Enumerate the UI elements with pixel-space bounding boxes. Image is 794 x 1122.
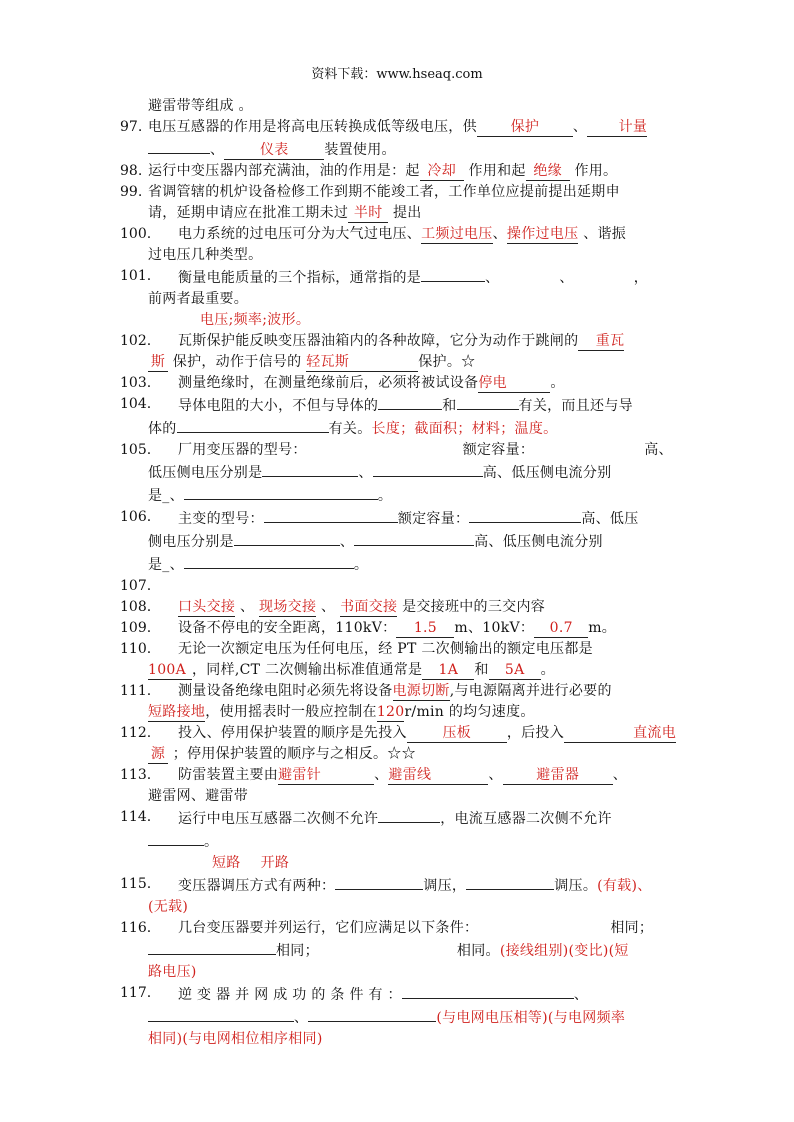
answer-blank: 5A [489,662,541,680]
question-106: 106. 主变的型号： 额定容量： 高、低压 [120,507,676,530]
question-number: 112. [120,725,152,741]
answer-text: (有载)、 [597,878,652,894]
question-list: 避雷带等组成 。 97. 电压互感器的作用是将高电压转换成低等级电压，供 保护 、 计量 、 仪表 装置使用。 98. 运行中变压器内部充满油，油的作用是：起 冷却 作用和起 绝缘 作用。 99. 省调管辖的机炉设备检修工作到期不能竣工者，工作单位应提前提出延期申 请，延期申请应在批准工期未过 半时 提出 100. 电力系统的过电压可分为大气过电压、工频过电压、操作过电压 、谐振 过电压几种类型。 101. 衡量电能质量的三个指标，通常指的是 、 、 ， 前两者最重要。 电压;频率;波形。 102. 瓦斯保护能反映变压器油箱内的各种故障，它分为动作于跳闸的 重瓦 斯 保护，动作于信号的 轻瓦斯 保护。☆ 103. 测量绝缘时，在测量绝缘前后，必须将被试设备停电 。 104. 导体电阻的大小，不但与导体的 和 有关，而且还与导 体的 有关。长度；截面积；材料；温度。 105. 厂用变压器的型号： 额定容量： 高、 低压侧电压分别是 、 高、低压侧电流分别 是_、 。 106. 主变的型号： 额定容量： 高、低压 侧电压分别是 、 高、低压侧电流分别 是_、 。 107. 108. 口头交接 、 现场交接 、 书面交接 是交接班中的三交内容 109. 设备不停电的安全距离，110kV： 1.5 m、10kV： 0.7 m。 110. 无论一次额定电压为任何电压，经 PT 二次侧输出的额定电压都是 100A ，同样,CT 二次侧输出标准值通常是 1A 和 5A 。 111. 测量设备绝缘电阻时必须先将设备电源切断,与电源隔离并进行必要的 短路接地，使用摇表时一般应控制在120r/min 的均匀速度。 112. 投入、停用保护装置的顺序是先投入 压板 ，后投入 直流电 源 ；停用保护装置的顺序与之相反。☆☆ 113. 防雷装置主要由避雷针 、避雷线 、 避雷器 、 避雷网、避雷带 114. 运行中电压互感器二次侧不允许 ，电流互感器二次侧不允许 。 短路 开路 115. 变压器调压方式有两种： 调压， 调压。(有载)、 (无载) 116. 几台变压器要并列运行，它们应满足以下条件： 相同； 相同； 相同。(接线组别)(变比)(短 路电压) 117. 逆 变 器 并 网 成 功 的 条 件 有 ： 、 、 (与电网电压相等)(与电网频率 相同)(与电网相位相序相同) [120,96,676,1050]
answer-blank: 停电 [478,375,550,393]
answer-blank: 1A [422,662,474,680]
blank-line [354,530,474,546]
page-header: 资料下载：www.hseaq.com [311,67,483,82]
blank-line [421,266,485,282]
answer-blank: 120 [376,704,405,720]
question-111: 111. 测量设备绝缘电阻时必须先将设备电源切断,与电源隔离并进行必要的 [120,681,676,702]
answer-blank: 口头交接 [178,599,236,615]
question-number: 99. [120,184,143,200]
question-113: 113. 防雷装置主要由避雷针 、避雷线 、 避雷器 、 [120,765,676,786]
blank-line [402,983,574,999]
answer-blank: 半时 [348,205,388,223]
question-100: 100. 电力系统的过电压可分为大气过电压、工频过电压、操作过电压 、谐振 [120,224,676,245]
question-number: 105. [120,442,152,458]
answer-blank: 轻瓦斯 [306,354,418,372]
question-112: 112. 投入、停用保护装置的顺序是先投入 压板 ，后投入 直流电 [120,723,676,744]
answer-blank: 计量 [587,119,647,137]
blank-line [335,874,423,890]
blank-line [184,553,354,569]
answer-text: 长度；截面积；材料；温度。 [371,421,558,437]
answer-text: (接线组别)(变比)(短 [499,943,629,959]
blank-line [148,1006,294,1022]
question-98: 98. 运行中变压器内部充满油，油的作用是：起 冷却 作用和起 绝缘 作用。 [120,161,676,182]
blank-line [234,530,340,546]
question-number: 97. [120,119,143,135]
question-number: 104. [120,396,152,412]
blank-line [308,1006,436,1022]
answer-blank: 避雷线 [388,767,488,785]
question-105: 105. 厂用变压器的型号： 额定容量： 高、 [120,440,676,461]
answer-text: 开路 [260,855,290,871]
question-103: 103. 测量绝缘时，在测量绝缘前后，必须将被试设备停电 。 [120,373,676,394]
blank-line [262,461,358,477]
answer-blank: 避雷针 [278,767,374,785]
answer-blank: 书面交接 [340,599,398,615]
answer-blank: 100A [148,662,192,680]
blank-line [148,830,204,846]
question-number: 108. [120,599,152,615]
answer-blank: 重瓦 [578,333,624,351]
question-110: 110. 无论一次额定电压为任何电压，经 PT 二次侧输出的额定电压都是 [120,639,676,660]
blank-line [466,874,554,890]
question-97: 97. 电压互感器的作用是将高电压转换成低等级电压，供 保护 、 计量 [120,117,676,138]
question-116: 116. 几台变压器要并列运行，它们应满足以下条件： 相同； [120,918,676,939]
question-115: 115. 变压器调压方式有两种： 调压， 调压。(有载)、 [120,874,676,897]
blank-line [184,484,378,500]
question-number: 107. [120,578,152,594]
question-number: 100. [120,226,152,242]
question-number: 106. [120,509,152,525]
blank-line [148,138,210,154]
answer-blank: 工频过电压 [421,226,493,242]
answer-text: (与电网电压相等)(与电网频率 [436,1010,626,1026]
answer-blank: 避雷器 [503,767,613,785]
question-number: 111. [120,683,152,699]
question-number: 116. [120,920,152,936]
blank-line [469,507,581,523]
question-number: 109. [120,620,152,636]
question-104: 104. 导体电阻的大小，不但与导体的 和 有关，而且还与导 [120,394,676,417]
question-number: 98. [120,163,143,179]
answer-blank: 绝缘 [526,163,570,181]
answer-blank: 操作过电压 [506,226,579,242]
question-114: 114. 运行中电压互感器二次侧不允许 ，电流互感器二次侧不允许 [120,807,676,830]
blank-line [378,394,442,410]
answer-blank: 0.7 [534,620,588,638]
blank-line [177,417,329,433]
question-number: 114. [120,809,152,825]
question-96-tail [120,96,676,117]
answer-blank: 压板 [407,725,507,743]
question-117: 117. 逆 变 器 并 网 成 功 的 条 件 有 ： 、 [120,983,676,1006]
question-number: 110. [120,641,152,657]
answer-blank: 斯 [148,354,168,372]
answer-blank: 现场交接 [259,599,317,615]
question-96-text: 避雷带等组成 。 [148,98,253,114]
answer-text: (无载) [148,899,189,915]
answer-text: 短路 [212,855,241,871]
answer-text: 电压;频率;波形。 [200,312,311,328]
question-number: 115. [120,876,152,892]
question-number: 101. [120,268,152,284]
question-102: 102. 瓦斯保护能反映变压器油箱内的各种故障，它分为动作于跳闸的 重瓦 [120,331,676,352]
answer-blank: 冷却 [420,163,464,181]
answer-blank: 仪表 [224,142,324,160]
blank-line [148,939,276,955]
answer-blank: 保护 [477,119,573,137]
answer-blank: 源 [148,746,168,764]
question-number: 102. [120,333,152,349]
question-101: 101. 衡量电能质量的三个指标，通常指的是 、 、 ， [120,266,676,289]
answer-text: 路电压) [148,964,197,980]
answer-blank: 直流电 [564,725,676,743]
answer-blank: 电源切断 [392,683,450,699]
blank-line [378,807,440,823]
question-109: 109. 设备不停电的安全距离，110kV： 1.5 m、10kV： 0.7 m。 [120,618,676,639]
answer-blank: 短路接地 [148,704,206,720]
blank-line [457,394,519,410]
answer-blank: 1.5 [396,620,454,638]
question-99: 99. 省调管辖的机炉设备检修工作到期不能竣工者，工作单位应提前提出延期申 [120,182,676,203]
blank-line [373,461,483,477]
blank-line [264,507,398,523]
question-number: 117. [120,985,152,1001]
question-108: 108. 口头交接 、 现场交接 、 书面交接 是交接班中的三交内容 [120,597,676,618]
answer-text: 相同)(与电网相位相序相同) [148,1031,323,1047]
question-number: 113. [120,767,152,783]
question-number: 103. [120,375,152,391]
question-107 [120,576,676,597]
